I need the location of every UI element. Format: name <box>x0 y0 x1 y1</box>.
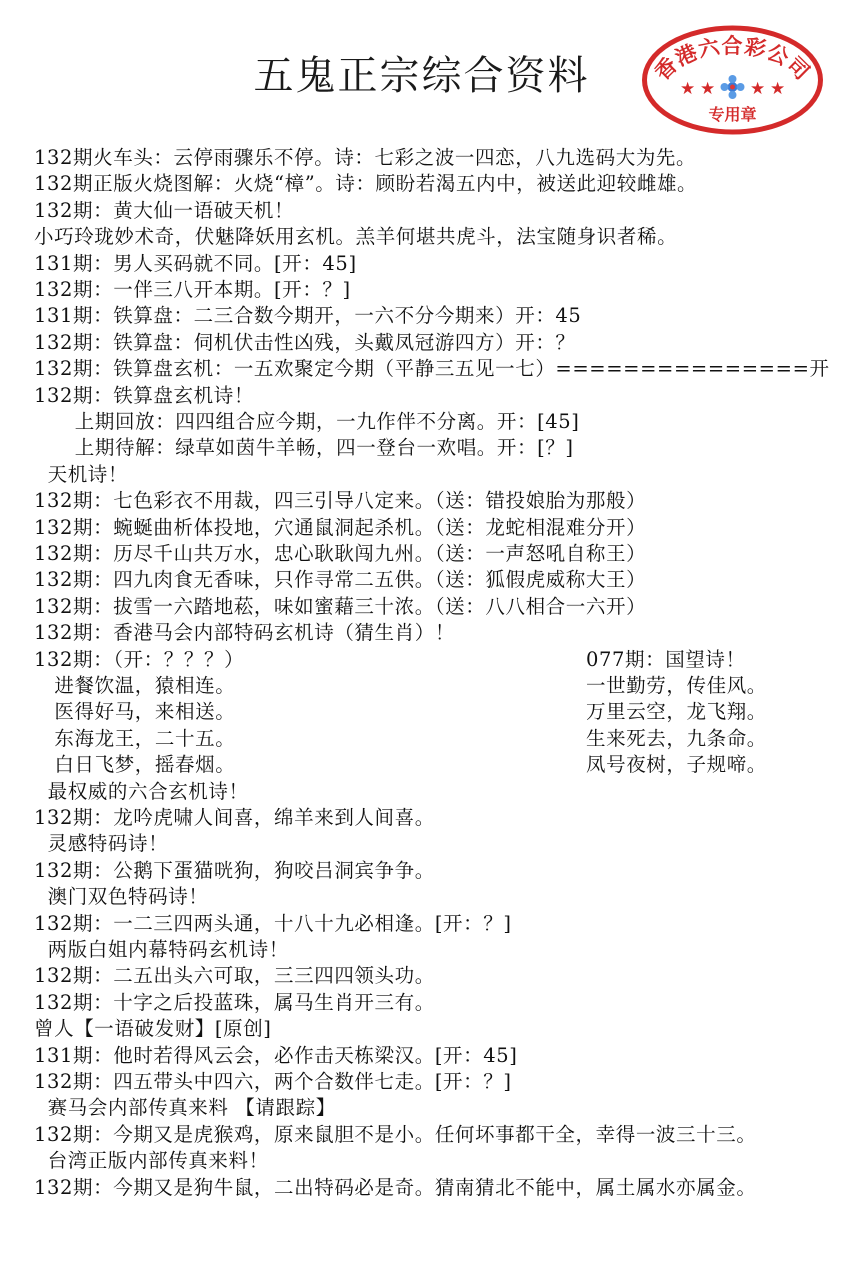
content-line: 两版白姐内幕特码玄机诗！ <box>34 938 289 961</box>
content-line: 132期：一二三四两头通，十八十九必相逢。[开：？] <box>34 911 512 935</box>
content-line: 132期：二五出头六可取，三三四四领头功。 <box>34 964 435 988</box>
content-line: 曾人【一语破发财】[原创] <box>34 1017 272 1041</box>
content-line: 131期：他时若得风云会，必作击天栋梁汉。[开：45] <box>34 1043 518 1067</box>
content-line: 进餐饮温，猿相连。 <box>34 674 236 697</box>
page-title: 五鬼正宗综合资料 <box>253 53 590 99</box>
svg-text:★: ★ <box>770 79 786 99</box>
content-line: 132期：四九肉食无香味，只作寻常二五供。（送：狐假虎威称大王） <box>34 568 647 592</box>
seal-bottom-text: 专用章 <box>708 105 757 124</box>
svg-text:★: ★ <box>750 79 766 99</box>
side-poem-line: 凤号夜树，子规啼。 <box>586 753 767 777</box>
content-line: 132期：铁算盘玄机：一五欢聚定今期（平静三五见一七）===============开 <box>34 357 830 381</box>
content-line: 台湾正版内部传真来料！ <box>34 1149 269 1173</box>
content-line: 最权威的六合玄机诗！ <box>34 779 249 803</box>
content-line: 澳门双色特码诗！ <box>34 885 209 909</box>
content-line: 132期：今期又是虎猴鸡，原来鼠胆不是小。任何坏事都干全，幸得一波三十三。 <box>34 1122 757 1146</box>
svg-text:★: ★ <box>700 79 716 99</box>
content-line: 132期：（开：？？？） <box>34 647 245 671</box>
content-line: 医得好马，来相送。 <box>34 700 236 724</box>
content-line: 上期待解：绿草如茵牛羊畅，四一登台一欢唱。开：[？] <box>34 436 574 460</box>
content-line: 132期火车头：云停雨骤乐不停。诗：七彩之波一四恋，八九选码大为先。 <box>34 146 697 169</box>
content-line: 上期回放：四四组合应今期，一九作伴不分离。开：[45] <box>34 410 580 433</box>
svg-text:★: ★ <box>680 79 696 99</box>
content-line: 132期：拔雪一六踏地菘，味如蜜藉三十浓。（送：八八相合一六开） <box>34 594 647 618</box>
content-line: 132期：香港马会内部特码玄机诗（猜生肖）！ <box>34 621 455 645</box>
content-line: 132期：一伴三八开本期。[开：？] <box>34 278 351 301</box>
content-line: 132期：蜿蜒曲析体投地，穴通鼠洞起杀机。（送：龙蛇相混难分开） <box>34 515 647 539</box>
content-line: 132期：铁算盘：伺机伏击性凶残，头戴凤冠游四方）开：？ <box>34 330 576 354</box>
content-line: 东海龙王，二十五。 <box>34 726 236 750</box>
content-line: 132期：七色彩衣不用裁，四三引导八定来。（送：错投娘胎为那般） <box>34 489 647 513</box>
side-poem-line: 一世勤劳，传佳风。 <box>586 674 767 697</box>
content-line: 132期：铁算盘玄机诗！ <box>34 383 254 407</box>
content-line: 132期：十字之后投蓝珠，属马生肖开三有。 <box>34 990 435 1014</box>
content-line: 132期：今期又是狗牛鼠，二出特码必是奇。猜南猜北不能中，属土属水亦属金。 <box>34 1175 757 1199</box>
content-line: 132期：四五带头中四六，两个合数伴七走。[开：？] <box>34 1070 512 1093</box>
content-line: 132期：龙吟虎啸人间喜，绵羊来到人间喜。 <box>34 806 435 829</box>
content-line: 赛马会内部传真来料 【请跟踪】 <box>34 1096 336 1120</box>
content-line: 小巧玲珑妙术奇，伏魅降妖用玄机。羔羊何堪共虎斗，法宝随身识者稀。 <box>34 225 678 249</box>
side-poem-line: 077期：国望诗！ <box>586 647 746 671</box>
side-poem-line: 生来死去，九条命。 <box>586 726 767 750</box>
content-line: 131期：铁算盘：二三合数今期开，一六不分今期来）开：45 <box>34 304 582 328</box>
content-line: 灵感特码诗！ <box>34 832 169 856</box>
content-line: 132期：黄大仙一语破天机！ <box>34 198 295 222</box>
content-line: 天机诗！ <box>34 462 128 486</box>
seal-flower-icon <box>721 75 745 99</box>
content-line: 132期：历尽千山共万水，忠心耿耿闯九州。（送：一声怒吼自称王） <box>34 542 647 565</box>
seal-top-text: 香港六合彩公司 <box>650 33 815 85</box>
company-seal <box>640 24 825 136</box>
content-line: 白日飞梦，摇春烟。 <box>34 753 236 777</box>
content-line: 132期：公鹅下蛋猫咣狗，狗咬吕洞宾争争。 <box>34 858 435 882</box>
content-line: 131期：男人买码就不同。[开：45] <box>34 251 357 275</box>
content-line: 132期正版火烧图解：火烧“樟”。诗：顾盼若渴五内中，被送此迎较雌雄。 <box>34 172 698 196</box>
side-poem-line: 万里云空，龙飞翔。 <box>586 700 767 724</box>
